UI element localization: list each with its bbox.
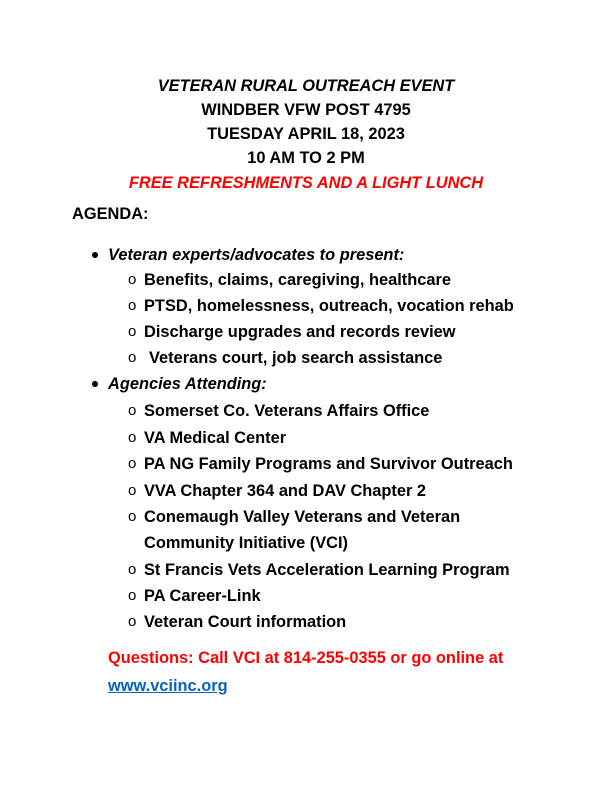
list-item: VVA Chapter 364 and DAV Chapter 2 (144, 482, 427, 500)
circle-bullet-icon: o (128, 349, 137, 366)
list-item: PTSD, homelessness, outreach, vocation rehab (144, 297, 514, 315)
list-item: PA NG Family Programs and Survivor Outreach (144, 455, 513, 473)
list-item: Discharge upgrades and records review (144, 323, 456, 341)
bullet-icon (92, 381, 98, 387)
event-title: VETERAN RURAL OUTREACH EVENT (157, 77, 455, 95)
circle-bullet-icon: o (128, 613, 137, 630)
circle-bullet-icon: o (128, 482, 137, 499)
circle-bullet-icon: o (128, 271, 137, 288)
bullet-icon (92, 252, 98, 258)
list-item: PA Career-Link (144, 587, 261, 605)
section-label: Veteran experts/advocates to present: (108, 246, 405, 264)
contact-text: Questions: Call VCI at 814-255-0355 or go online at (108, 649, 504, 667)
event-note: FREE REFRESHMENTS AND A LIGHT LUNCH (128, 174, 484, 192)
circle-bullet-icon: o (128, 323, 137, 340)
list-item-continued: Community Initiative (VCI) (144, 534, 348, 552)
agenda-heading: AGENDA: (72, 205, 149, 223)
list-item: Benefits, claims, caregiving, healthcare (144, 271, 451, 289)
circle-bullet-icon: o (128, 429, 137, 446)
event-date: TUESDAY APRIL 18, 2023 (207, 125, 405, 143)
circle-bullet-icon: o (128, 508, 137, 525)
circle-bullet-icon: o (128, 402, 137, 419)
circle-bullet-icon: o (128, 455, 137, 472)
website-link[interactable]: www.vciinc.org (108, 677, 228, 695)
circle-bullet-icon: o (128, 561, 137, 578)
section-label: Agencies Attending: (108, 375, 267, 393)
list-item: VA Medical Center (144, 429, 287, 447)
list-item: Veteran Court information (144, 613, 347, 631)
circle-bullet-icon: o (128, 297, 137, 314)
list-item: St Francis Vets Acceleration Learning Program (144, 561, 510, 579)
list-item: Somerset Co. Veterans Affairs Office (144, 402, 430, 420)
list-item: Conemaugh Valley Veterans and Veteran (144, 508, 461, 526)
list-item: Veterans court, job search assistance (149, 349, 443, 367)
circle-bullet-icon: o (128, 587, 137, 604)
event-time: 10 AM TO 2 PM (247, 149, 365, 167)
event-location: WINDBER VFW POST 4795 (201, 101, 411, 119)
